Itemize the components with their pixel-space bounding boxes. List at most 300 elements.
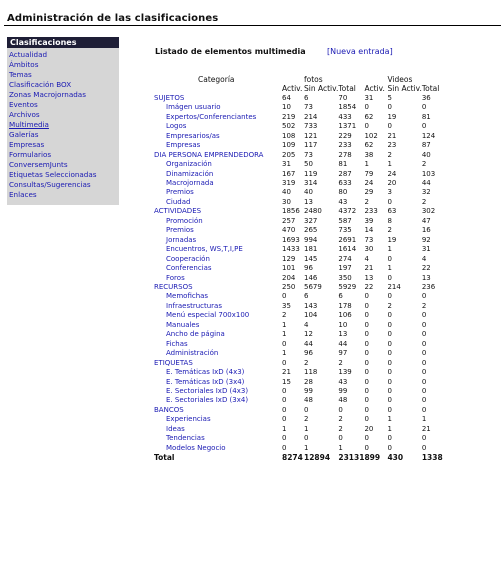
row-label[interactable]: Logos [166,122,187,131]
row-value: 40 [304,188,313,197]
sidebar-item-label[interactable]: Multimedia [9,120,49,129]
row-value: 0 [364,415,369,424]
row-label[interactable]: Fichas [166,339,188,348]
sidebar-item[interactable] [9,50,119,60]
row-value: 35 [282,301,291,310]
row-label[interactable]: Premios [166,226,194,235]
row-label[interactable]: Expertos/Conferenciantes [166,112,257,121]
row-value: 0 [421,330,427,339]
row-value: 1 [421,415,427,424]
sidebar-item-label[interactable]: Ámbitos [9,60,39,69]
row-value: 39 [364,216,374,225]
sidebar-item[interactable] [9,60,119,70]
row-value: 2 [421,301,427,310]
row-value: 0 [421,358,427,367]
row-value: 1 [387,245,392,254]
row-label[interactable]: E. Temáticas IxD (3x4) [166,377,245,386]
row-value: 64 [282,93,291,102]
row-label[interactable]: ACTIVIDADES [154,207,202,216]
row-value: 0 [387,320,392,329]
row-label[interactable]: Conferencias [166,264,212,273]
row-value: 103 [421,169,436,178]
row-value: 108 [282,131,296,140]
sidebar-item-label[interactable]: Formularios [9,150,52,159]
row-value: 0 [421,405,427,414]
row-value: 96 [304,264,313,273]
row-value: 3 [387,188,392,197]
row-value: 21 [282,368,291,377]
header-categoria: Categoría [198,75,235,84]
row-value: 0 [364,349,369,358]
row-value: 20 [387,178,397,187]
row-label[interactable]: Administración [166,349,219,358]
row-value: 899 [364,453,381,463]
row-value: 0 [421,386,427,395]
row-value: 633 [338,178,352,187]
row-label[interactable]: Infraestructuras [166,301,222,310]
row-value: 214 [387,282,401,291]
row-value: 5929 [338,282,357,291]
row-value: 48 [304,396,313,405]
row-value: 0 [387,443,392,452]
row-value: 1 [364,160,369,169]
row-value: 0 [387,377,392,386]
row-value: 0 [364,122,369,131]
sidebar [7,37,119,205]
sidebar-item[interactable] [9,100,119,110]
row-label[interactable]: Empresas [166,141,201,150]
sidebar-item[interactable] [9,170,119,180]
row-value: 219 [282,112,296,121]
row-value: 0 [338,405,343,414]
row-value: 0 [387,311,392,320]
row-value: 2 [338,415,343,424]
row-value: 1856 [282,207,300,216]
row-value: 10 [338,320,348,329]
row-label: Total [154,453,175,463]
row-label[interactable]: Ideas [166,424,185,433]
row-value: 0 [364,443,369,452]
row-value: 4 [304,320,309,329]
row-value: 13 [421,273,431,282]
row-value: 129 [282,254,296,263]
row-value: 319 [282,178,296,187]
row-value: 102 [364,131,378,140]
sidebar-item[interactable] [9,140,119,150]
row-value: 47 [421,216,431,225]
table-row [154,340,444,349]
row-value: 6 [304,93,309,102]
row-value: 0 [282,405,287,414]
row-label[interactable]: SUJETOS [154,93,185,102]
row-value: 733 [304,122,318,131]
table-row [154,255,444,264]
row-label[interactable]: Ciudad [166,197,191,206]
row-value: 1 [282,424,287,433]
table-row [154,368,444,377]
table-row [154,415,444,424]
row-value: 0 [387,358,392,367]
sidebar-item-label[interactable]: Zonas Macrojornadas [9,90,86,99]
row-value: 1693 [282,235,300,244]
row-value: 1 [338,443,343,452]
row-value: 502 [282,122,296,131]
row-label[interactable]: DIA PERSONA EMPRENDEDORA [154,150,264,159]
row-label[interactable]: Tendencias [166,434,205,443]
row-value: 0 [282,292,287,301]
row-value: 15 [282,377,291,386]
row-label[interactable]: Jornadas [166,235,197,244]
row-label[interactable]: RECURSOS [154,282,193,291]
row-value: 14 [364,226,374,235]
row-value: 0 [387,122,392,131]
row-label[interactable]: Memofichas [166,292,209,301]
sidebar-header: Clasificaciones [7,37,119,48]
header-videos-total: Total [421,84,440,94]
row-value: 233 [338,141,352,150]
row-value: 0 [364,330,369,339]
row-value: 0 [364,292,369,301]
table-row [154,170,444,179]
sidebar-item-label[interactable]: Galerías [9,130,39,139]
table-row [154,387,444,396]
row-value: 0 [421,320,427,329]
row-value: 265 [304,226,318,235]
row-value: 1 [387,264,392,273]
row-value: 13 [304,197,313,206]
row-value: 0 [421,396,427,405]
row-value: 250 [282,282,296,291]
table-row [154,122,444,131]
row-value: 0 [304,405,309,414]
row-value: 1 [304,443,309,452]
row-value: 50 [304,160,313,169]
row-value: 63 [387,207,397,216]
row-value: 1 [304,424,309,433]
total-row [154,453,444,462]
row-value: 121 [304,131,318,140]
row-value: 735 [338,226,352,235]
sidebar-item[interactable] [9,190,119,200]
row-value: 62 [364,112,374,121]
row-value: 0 [364,311,369,320]
row-value: 178 [338,301,352,310]
row-label[interactable]: Macrojornada [166,178,214,187]
row-value: 278 [338,150,352,159]
sidebar-item[interactable] [9,90,119,100]
row-value: 0 [387,292,392,301]
row-value: 5 [387,93,392,102]
row-value: 6 [304,292,309,301]
table-row [154,226,444,235]
sidebar-item-label[interactable]: Etiquetas Seleccionadas [9,170,97,179]
row-value: 32 [421,188,431,197]
row-value: 139 [338,368,352,377]
sidebar-item-label[interactable]: Consultas/Sugerencias [9,180,91,189]
row-value: 28 [304,377,313,386]
row-value: 4 [364,254,369,263]
row-value: 38 [364,150,374,159]
sidebar-menu [7,48,119,200]
row-value: 2 [387,150,392,159]
row-value: 29 [364,188,374,197]
sidebar-item-label[interactable]: Archivos [9,110,40,119]
sidebar-item[interactable] [9,120,119,130]
row-value: 204 [282,273,296,282]
row-value: 229 [338,131,352,140]
row-label[interactable]: Foros [166,273,185,282]
row-value: 233 [364,207,378,216]
row-value: 0 [364,339,369,348]
row-value: 0 [282,396,287,405]
row-label[interactable]: BANCOS [154,405,184,414]
row-value: 236 [421,282,436,291]
row-value: 143 [304,301,318,310]
row-value: 0 [364,368,369,377]
row-value: 13 [364,273,374,282]
row-value: 1371 [338,122,357,131]
row-value: 0 [364,386,369,395]
row-value: 44 [421,178,431,187]
sidebar-item[interactable] [9,160,119,170]
row-label[interactable]: Empresarios/as [166,131,220,140]
table-row [154,103,444,112]
row-value: 79 [364,169,374,178]
row-label[interactable]: Imágen usuario [166,103,221,112]
row-value: 99 [304,386,313,395]
table-row [154,264,444,273]
row-label[interactable]: Experiencias [166,415,211,424]
row-value: 19 [387,235,397,244]
row-value: 30 [282,197,291,206]
row-label[interactable]: Modelos Negocio [166,443,226,452]
page-title: Administración de las clasificaciones [7,13,219,24]
sidebar-item-label[interactable]: Eventos [9,100,38,109]
row-value: 80 [338,188,348,197]
table-row [154,132,444,141]
row-label[interactable]: E. Temáticas IxD (4x3) [166,368,245,377]
row-value: 36 [421,93,431,102]
table-row [154,321,444,330]
table-row [154,160,444,169]
row-value: 10 [282,103,291,112]
row-value: 2 [421,197,427,206]
row-value: 73 [364,235,374,244]
row-value: 0 [421,311,427,320]
row-value: 30 [364,245,374,254]
sidebar-item[interactable] [9,180,119,190]
table-row [154,330,444,339]
row-value: 21 [421,424,431,433]
row-value: 92 [421,235,431,244]
row-value: 0 [387,434,392,443]
row-value: 0 [387,368,392,377]
row-value: 274 [338,254,352,263]
table-row [154,444,444,453]
table-row [154,94,444,103]
row-value: 302 [421,207,436,216]
row-value: 0 [421,339,427,348]
row-value: 1 [282,320,287,329]
row-value: 0 [282,443,287,452]
row-value: 2 [304,415,309,424]
row-value: 23131 [338,453,365,463]
row-value: 1 [387,424,392,433]
row-label[interactable]: Manuales [166,320,200,329]
row-value: 87 [421,141,431,150]
row-value: 0 [387,254,392,263]
row-value: 8274 [282,453,303,463]
row-value: 350 [338,273,352,282]
row-value: 430 [387,453,404,463]
row-value: 8 [387,216,392,225]
row-value: 994 [304,235,318,244]
title-divider [4,25,501,26]
row-value: 0 [421,368,427,377]
row-value: 0 [421,443,427,452]
row-value: 124 [421,131,436,140]
new-entry-link[interactable]: [Nueva entrada] [327,47,393,56]
row-value: 0 [387,386,392,395]
sidebar-item-label[interactable]: Empresas [9,140,45,149]
row-value: 119 [304,169,318,178]
header-videos-activ: Activ. [364,84,385,94]
row-value: 214 [304,112,318,121]
table-row [154,302,444,311]
row-value: 0 [364,103,369,112]
row-value: 99 [338,386,348,395]
row-value: 433 [338,112,352,121]
row-label[interactable]: Organización [166,160,212,169]
row-value: 1614 [338,245,357,254]
row-value: 0 [364,358,369,367]
table-row [154,179,444,188]
row-value: 1854 [338,103,357,112]
row-value: 2 [338,424,343,433]
row-value: 1 [387,415,392,424]
row-value: 12894 [304,453,331,463]
row-value: 0 [421,122,427,131]
row-value: 0 [387,330,392,339]
row-value: 0 [387,396,392,405]
row-value: 2 [387,226,392,235]
table-row [154,434,444,443]
table-row [154,292,444,301]
row-label[interactable]: Menú especial 700x100 [166,311,250,320]
row-value: 13 [338,330,348,339]
row-value: 12 [304,330,313,339]
row-value: 1338 [421,453,443,463]
table-row [154,141,444,150]
row-value: 0 [282,434,287,443]
row-value: 31 [364,93,374,102]
row-value: 1 [282,330,287,339]
row-value: 70 [338,93,348,102]
header-fotos: fotos [304,75,323,84]
row-value: 0 [338,434,343,443]
row-label[interactable]: Premios [166,188,194,197]
sidebar-item[interactable] [9,130,119,140]
row-value: 1 [282,349,287,358]
row-value: 81 [421,112,431,121]
sidebar-item-label[interactable]: ConversemJunts [9,160,68,169]
row-value: 4372 [338,207,357,216]
row-value: 0 [421,103,427,112]
row-label[interactable]: Cooperación [166,254,210,263]
sidebar-item-label[interactable]: Temas [9,70,32,79]
row-label[interactable]: E. Sectoriales IxD (4x3) [166,386,249,395]
header-fotos-sin-activ: Sin Activ. [304,84,339,94]
row-value: 0 [304,434,309,443]
sidebar-item[interactable] [9,110,119,120]
row-value: 0 [364,377,369,386]
row-value: 2 [421,160,427,169]
row-value: 0 [387,339,392,348]
header-fotos-activ: Activ. [282,84,303,94]
row-value: 0 [364,301,369,310]
row-value: 0 [421,292,427,301]
table-subheader-row [154,84,444,93]
row-value: 31 [421,245,431,254]
row-value: 62 [364,141,374,150]
row-value: 0 [282,339,287,348]
row-value: 101 [282,264,296,273]
sidebar-item[interactable] [9,150,119,160]
row-value: 1433 [282,245,300,254]
sidebar-item[interactable] [9,70,119,80]
row-value: 197 [338,264,352,273]
row-value: 146 [304,273,318,282]
row-label[interactable]: Ancho de página [166,330,225,339]
row-value: 4 [421,254,427,263]
header-videos: Videos [387,75,413,84]
row-label[interactable]: ETIQUETAS [154,358,193,367]
table-row [154,359,444,368]
sidebar-item-label[interactable]: Actualidad [9,50,48,59]
row-value: 73 [304,103,313,112]
row-value: 24 [387,169,397,178]
header-videos-sin-activ: Sin Activ. [387,84,422,94]
row-value: 0 [364,434,369,443]
multimedia-table [154,75,444,463]
table-row [154,378,444,387]
row-value: 167 [282,169,296,178]
row-label[interactable]: Encuentros, WS,T,I,PE [166,245,243,254]
row-value: 109 [282,141,296,150]
table-row [154,274,444,283]
row-value: 21 [387,131,397,140]
row-value: 0 [387,197,392,206]
row-value: 205 [282,150,296,159]
row-value: 0 [364,320,369,329]
sidebar-item-label[interactable]: Clasificación BOX [9,80,72,89]
row-label[interactable]: Promoción [166,216,203,225]
row-value: 2 [364,197,369,206]
table-row [154,198,444,207]
row-value: 0 [387,349,392,358]
row-value: 1 [387,160,392,169]
sidebar-item-label[interactable]: Enlaces [9,190,37,199]
row-value: 20 [364,424,374,433]
row-label[interactable]: E. Sectoriales IxD (3x4) [166,396,249,405]
row-value: 19 [387,112,397,121]
row-value: 0 [364,405,369,414]
row-value: 118 [304,368,318,377]
row-label[interactable]: Dinamización [166,169,214,178]
row-value: 23 [387,141,397,150]
sidebar-item[interactable] [9,80,119,90]
row-value: 44 [304,339,313,348]
